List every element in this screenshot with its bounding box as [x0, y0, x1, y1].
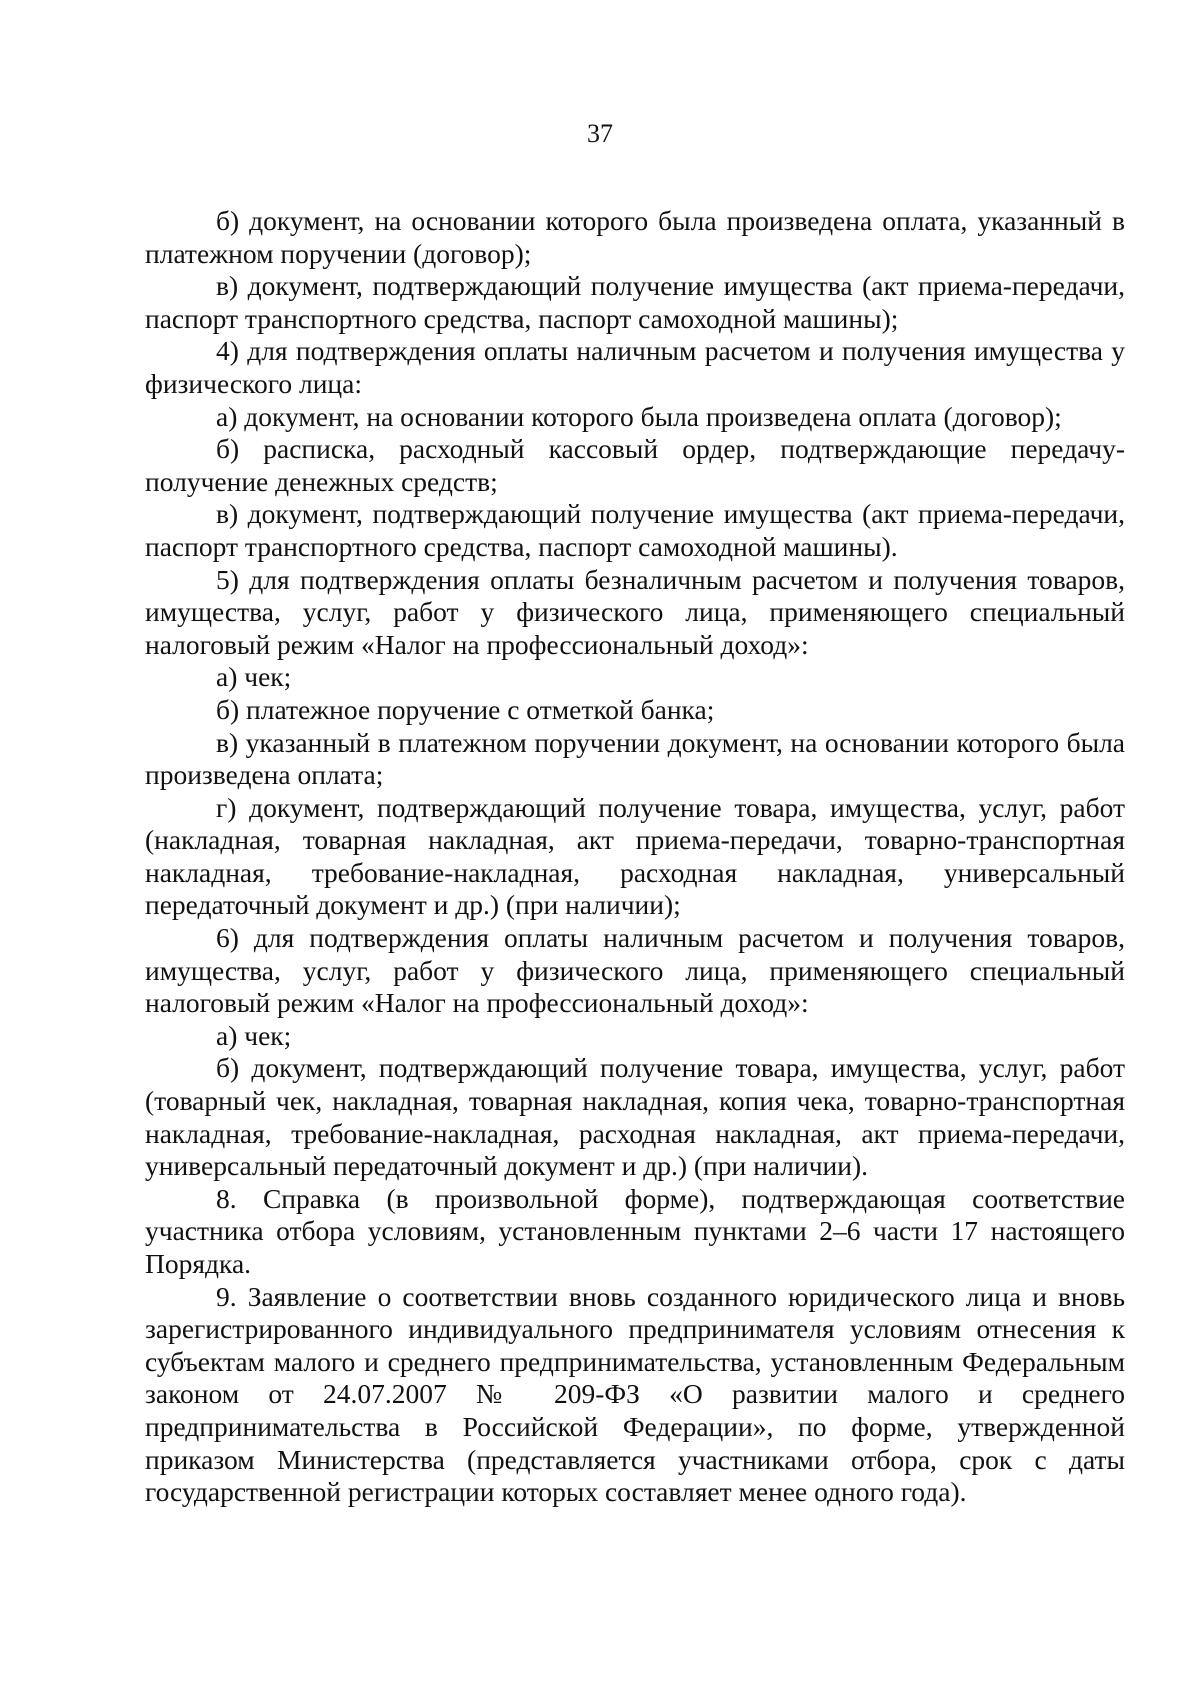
document-body — [145, 205, 1125, 1509]
paragraph-9-application: 9. Заявление о соответствии вновь созданного юридического лица и вновь зарегистрированного индивидуального предпринимателя условиям отнесения к субъектам малого и среднего предпринимательства, установленным Федеральным законом от 24.07.2007 № 209-ФЗ «О развитии малого и среднего предпринимательства в Российской Федерации», по форме, утвержденной приказом Министерства (представляется участниками отбора, срок с даты государственной регистрации которых составляет менее одного года). — [145, 1280, 1125, 1508]
paragraph-5b-payment-order: б) платежное поручение с отметкой банка; — [216, 693, 715, 725]
paragraph-4-cash-property: 4) для подтверждения оплаты наличным расчетом и получения имущества у физического лица: — [145, 335, 1125, 399]
paragraph-5g-document-receipt: г) документ, подтверждающий получение товара, имущества, услуг, работ (накладная, товарная накладная, акт приема-передачи, товарно-транспортная накладная, требование-накладная, расходная накладная, универсальный передаточный документ и др.) (при наличии); — [145, 791, 1125, 921]
paragraph-5a-check: а) чек; — [216, 661, 292, 693]
paragraph-8-certificate: 8. Справка (в произвольной форме), подтверждающая соответствие участника отбора условиям, установленным пунктами 2–6 части 17 настоящего Порядка. — [145, 1182, 1125, 1279]
paragraph-6b-document-receipt: б) документ, подтверждающий получение товара, имущества, услуг, работ (товарный чек, накладная, товарная накладная, копия чека, товарно-транспортная накладная, требование-накладная, расходная накладная, акт приема-передачи, универсальный передаточный документ и др.) (при наличии). — [145, 1052, 1125, 1182]
paragraph-4b-receipt: б) расписка, расходный кассовый ордер, подтверждающие передачу-получение денежных средств; — [145, 433, 1125, 497]
paragraph-6-cash-self-employed: 6) для подтверждения оплаты наличным расчетом и получения товаров, имущества, услуг, работ у физического лица, применяющего специальный налоговый режим «Налог на профессиональный доход»: — [145, 922, 1125, 1019]
paragraph-5-cashless-self-employed: 5) для подтверждения оплаты безналичным расчетом и получения товаров, имущества, услуг, работ у физического лица, применяющего специальный налоговый режим «Налог на профессиональный доход»: — [145, 563, 1125, 660]
paragraph-4v-property-receipt: в) документ, подтверждающий получение имущества (акт приема-передачи, паспорт транспортного средства, паспорт самоходной машины). — [145, 498, 1125, 562]
paragraph-5v-document: в) указанный в платежном поручении документ, на основании которого была произведена оплата; — [145, 726, 1125, 791]
paragraph-6a-check: а) чек; — [216, 1019, 292, 1051]
page-number: 37 — [587, 119, 613, 148]
paragraph-4a-document: а) документ, на основании которого была произведена оплата (договор); — [216, 400, 1062, 432]
paragraph-1v-property-receipt: в) документ, подтверждающий получение имущества (акт приема-передачи, паспорт транспортного средства, паспорт самоходной машины); — [145, 270, 1125, 334]
paragraph-1b-document-basis: б) документ, на основании которого была произведена оплата, указанный в платежном поручении (договор); — [145, 205, 1125, 269]
